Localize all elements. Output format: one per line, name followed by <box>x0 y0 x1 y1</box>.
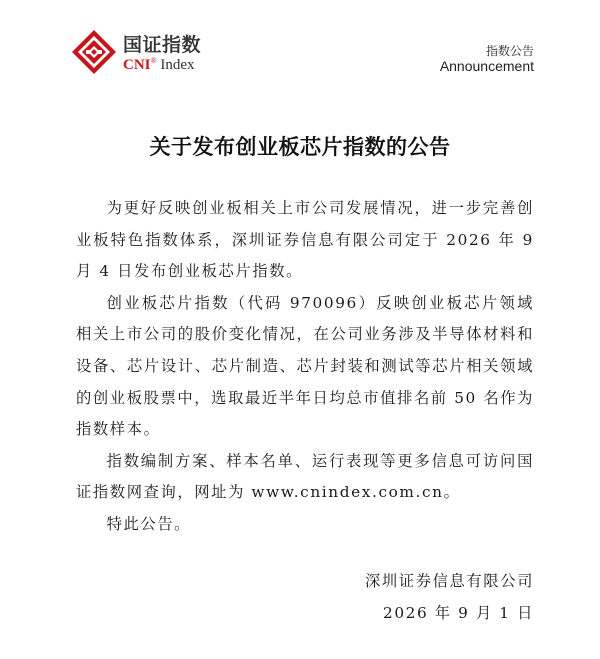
announcement-label-en: Announcement <box>439 58 534 74</box>
document-title: 关于发布创业板芯片指数的公告 <box>149 134 451 159</box>
announcement-label-cn: 指数公告 <box>485 44 534 58</box>
paragraph-intro: 为更好反映创业板相关上市公司发展情况，进一步完善创业板特色指数体系，深圳证券信息有限公司定于 2026 年 9 月 4 日发布创业板芯片指数。 <box>76 199 534 281</box>
header <box>0 0 600 90</box>
brand-name-cn: 国证指数 <box>123 34 202 56</box>
paragraph-index-description: 创业板芯片指数（代码 970096）反映创业板芯片领域相关上市公司的股价变化情况，在公司业务涉及半导体材料和设备、芯片设计、芯片制造、芯片封装和测试等芯片相关领域的创业板股票中，选取最近半年日均总市值排名前 50 名作为指数样本。 <box>76 293 535 439</box>
signature-date: 2026 年 9 月 1 日 <box>383 604 534 622</box>
brand-cni: CNI <box>123 57 151 73</box>
paragraph-more-info: 指数编制方案、样本名单、运行表现等更多信息可访问国证指数网查询，网址为 www.cnindex.com.cn。 <box>76 451 534 502</box>
brand-index: Index <box>160 57 195 73</box>
cni-diamond-logo-icon <box>71 29 117 75</box>
document-body <box>76 193 534 541</box>
registered-mark: ® <box>150 56 157 65</box>
brand-name-en <box>123 56 195 74</box>
signature-organization: 深圳证券信息有限公司 <box>365 572 534 590</box>
header-divider <box>0 88 600 89</box>
paragraph-closing: 特此公告。 <box>106 514 192 533</box>
